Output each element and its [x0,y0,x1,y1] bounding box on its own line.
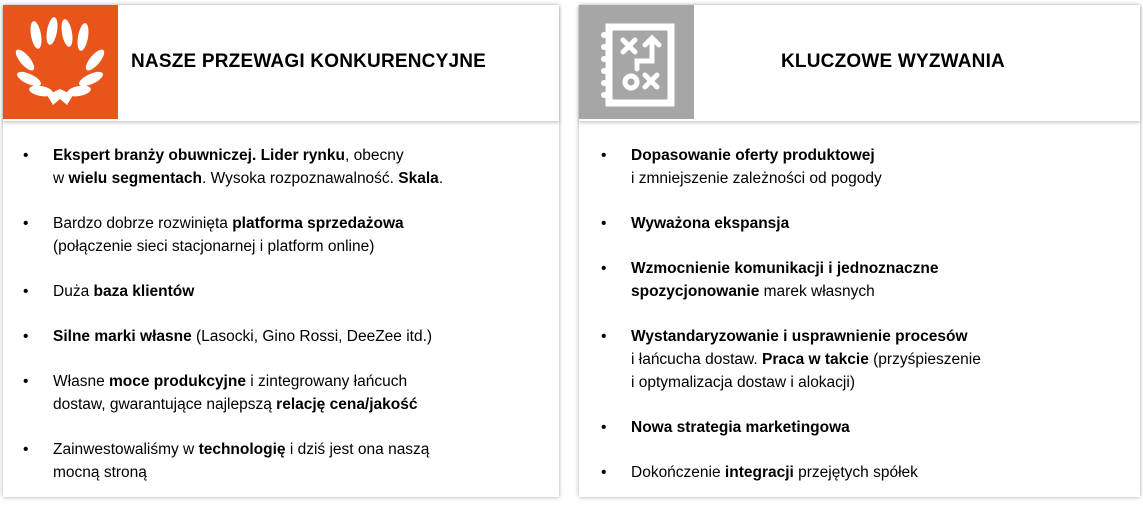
text: i łańcucha dostaw. [631,351,762,368]
panel-header [3,5,559,121]
text: i optymalizacja dostaw i alokacji) [631,374,855,391]
bold-text: spozycjonowanie [631,283,760,300]
list-item [53,325,443,348]
text: (połączenie sieci stacjonarnej i platform online) [53,238,375,255]
competitive-advantages-panel [3,5,559,497]
bold-text: Skala [398,170,439,187]
text: przejętych spółek [793,464,918,481]
bold-text: Ekspert branży obuwniczej. Lider rynku [53,147,345,164]
bold-text: baza klientów [93,283,195,300]
panel-title: KLUCZOWE WYZWANIA [781,51,1005,72]
list-item [631,212,981,235]
list-item [53,280,443,303]
list-item [631,416,981,439]
bold-text: Praca w takcie [761,351,869,368]
bold-text: integracji [724,464,794,481]
bold-text: platforma sprzedażowa [232,215,404,232]
text: i zintegrowany łańcuch [245,373,408,390]
bold-text: relację cena/jakość [276,396,418,413]
text: . [438,170,444,187]
list-item [631,144,981,190]
text: Duża [53,283,94,300]
bold-text: Nowa strategia marketingowa [631,419,850,436]
laurel-wreath-icon [3,5,118,119]
list-item [53,144,443,190]
text: (przyśpieszenie [868,351,981,368]
text: Własne [53,373,109,390]
panel-header [579,5,1140,121]
text: . Wysoka rozpoznawalność. [202,170,399,187]
text: Bardzo dobrze rozwinięta [53,215,233,232]
list-item [53,370,443,416]
list-item [631,257,981,303]
panel-title: NASZE PRZEWAGI KONKURENCYJNE [131,51,487,72]
text: Dokończenie [631,464,725,481]
text: (Lasocki, Gino Rossi, DeeZee itd.) [191,328,433,345]
key-challenges-panel [579,5,1140,497]
bold-text: moce produkcyjne [109,373,246,390]
text: mocną stroną [53,464,147,481]
text: w [53,170,69,187]
list-item [53,438,443,484]
bold-text: technologię [198,441,286,458]
bold-text: Wystandaryzowanie i usprawnienie procesów [631,328,968,345]
bold-text: Dopasowanie oferty produktowej [631,147,875,164]
text: i dziś jest ona naszą [285,441,430,458]
text: dostaw, gwarantujące najlepszą [53,396,277,413]
advantages-list [53,144,443,506]
text: i zmniejszenie zależności od pogody [631,170,882,187]
list-item [631,461,981,484]
bold-text: Wzmocnienie komunikacji i jednoznaczne [631,260,939,277]
list-item [53,212,443,258]
text: marek własnych [759,283,875,300]
bold-text: Silne marki własne [53,328,192,345]
list-item [631,325,981,394]
bold-text: Wyważona ekspansja [631,215,790,232]
challenges-list [631,144,981,506]
bold-text: wielu segmentach [68,170,203,187]
text: , obecny [345,147,404,164]
strategy-playbook-icon [579,5,694,119]
text: Zainwestowaliśmy w [53,441,199,458]
